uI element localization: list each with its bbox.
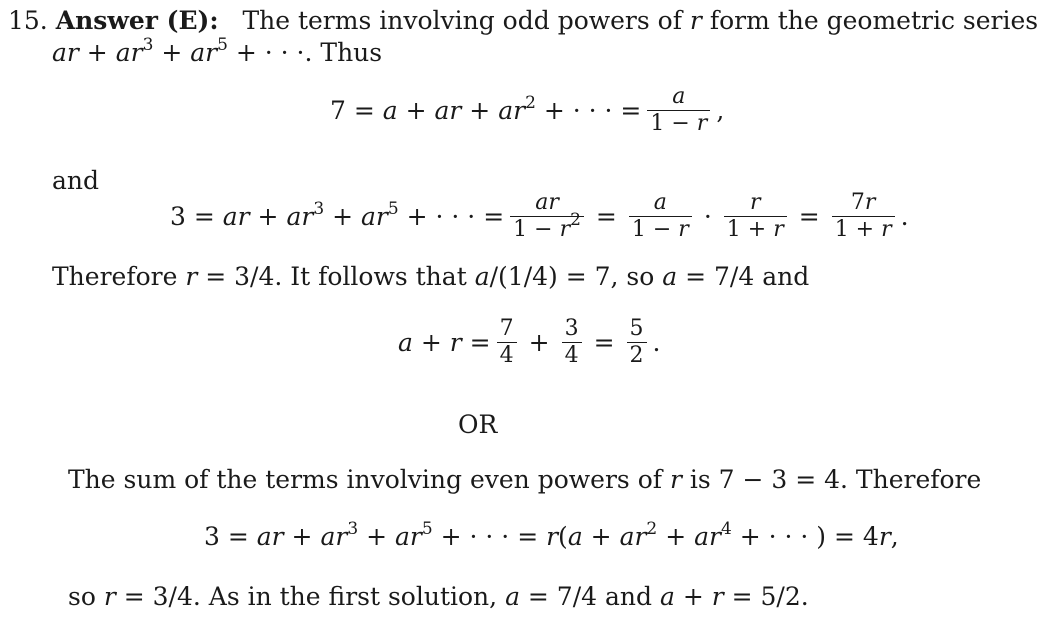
or-label: OR bbox=[458, 410, 498, 439]
and-label: and bbox=[52, 166, 100, 195]
answer-label: Answer (E): bbox=[55, 6, 219, 35]
intro-tail: form the geometric series bbox=[709, 6, 1038, 35]
eq1-tail: , bbox=[716, 96, 725, 126]
final-line: so r = 3/4. As in the first solution, a = 7/4 and a + r = 5/2. bbox=[68, 582, 809, 611]
equation-4: 3 = ar + $ar^3 + ar^5$ + · · · = $r(a + ar^2 + ar^4$ + · · · ) = 4r, bbox=[204, 519, 899, 551]
equation-1 bbox=[330, 84, 724, 137]
eq2-lhs: 3 = ar + $ar^3 + ar^5$ + · · · = bbox=[170, 199, 505, 232]
eq2-fraction-1: $\frac{ar}{1 - r^2}$ bbox=[510, 190, 584, 243]
eq2-fraction-2: $\frac{a}{1 - r}$ bbox=[629, 190, 692, 243]
eq1-fraction: $\frac{a}{1 - r}$ bbox=[647, 84, 710, 137]
series-line: ar + $ar^3 + ar^5$ + · · ·. Thus bbox=[52, 35, 383, 67]
problem-number: 15. bbox=[8, 6, 48, 35]
eq3-fraction-1: $\frac{7}{4}$ bbox=[497, 316, 517, 369]
eq3-fraction-3: $\frac{5}{2}$ bbox=[627, 316, 647, 369]
intro-text: The terms involving odd powers of bbox=[242, 6, 682, 35]
eq1-lhs: 7 = a + ar + $ar^2$ + · · · = bbox=[330, 93, 642, 126]
therefore-line: Therefore r = 3/4. It follows that a/(1/4) = 7, so a = 7/4 and bbox=[52, 262, 810, 291]
intro-var: r bbox=[689, 6, 702, 35]
eq2-fraction-3: $\frac{r}{1 + r}$ bbox=[724, 190, 787, 243]
equation-3: a + r = $\frac{7}{4}$ + $\frac{3}{4}$ = $\frac{5}{2}$ . bbox=[398, 316, 661, 369]
eq2-fraction-4: $\frac{7r}{1 + r}$ bbox=[832, 190, 895, 243]
problem-header-line bbox=[8, 6, 1038, 36]
series-line-tail: . Thus bbox=[304, 38, 383, 67]
second-solution-line: The sum of the terms involving even powers of r is 7 − 3 = 4. Therefore bbox=[68, 465, 982, 494]
equation-2: 3 = ar + $ar^3 + ar^5$ + · · · = $\frac{ar}{1 - r^2}$ = $\frac{a}{1 - r}$ · $\frac{r}{1 + r}$ = $\frac{7r}{1 + r}$ . bbox=[170, 190, 909, 243]
eq3-fraction-2: $\frac{3}{4}$ bbox=[562, 316, 582, 369]
eq3-lhs: a + r = bbox=[398, 328, 491, 358]
